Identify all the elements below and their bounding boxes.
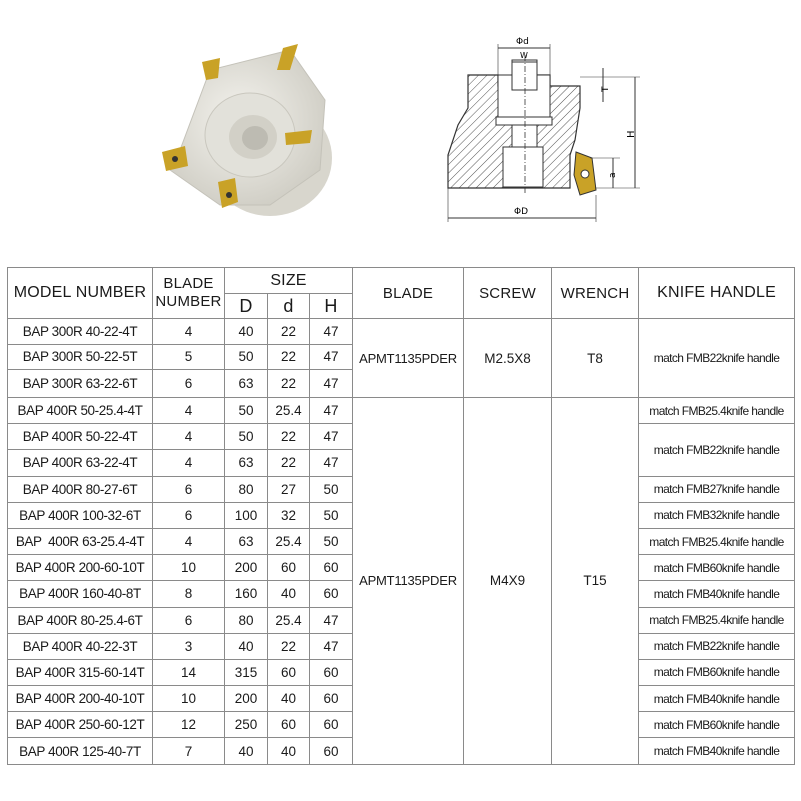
blade-count-cell: 4 [153, 450, 225, 476]
model-cell: BAP 300R 50-22-5T [8, 344, 153, 370]
size-H-cell: 60 [310, 712, 353, 738]
size-H-cell: 50 [310, 502, 353, 528]
size-d-cell: 40 [268, 581, 310, 607]
size-d-cell: 22 [268, 633, 310, 659]
header-blade: BLADE [353, 268, 464, 319]
knife-handle-cell: match FMB40knife handle [639, 686, 795, 712]
model-cell: BAP 400R 40-22-3T [8, 633, 153, 659]
label-D: ΦD [514, 207, 529, 217]
size-H-cell: 47 [310, 370, 353, 398]
model-cell: BAP 400R 315-60-14T [8, 659, 153, 685]
size-D-cell: 200 [225, 555, 268, 581]
model-cell: BAP 400R 100-32-6T [8, 502, 153, 528]
knife-handle-cell: match FMB22knife handle [639, 424, 795, 476]
label-a: a [608, 172, 618, 178]
model-cell: BAP 400R 50-22-4T [8, 424, 153, 450]
header-wrench: WRENCH [552, 268, 639, 319]
size-d-cell: 22 [268, 450, 310, 476]
blade-count-cell: 6 [153, 502, 225, 528]
size-d-cell: 27 [268, 476, 310, 502]
header-blade-number [153, 268, 225, 319]
specification-table [7, 267, 795, 765]
product-photo [140, 30, 360, 250]
size-d-cell: 25.4 [268, 528, 310, 554]
label-d: Φd [516, 37, 529, 47]
knife-handle-cell: match FMB22knife handle [639, 633, 795, 659]
size-D-cell: 200 [225, 686, 268, 712]
wrench-cell: T15 [552, 398, 639, 765]
model-cell: BAP 400R 160-40-8T [8, 581, 153, 607]
size-H-cell: 47 [310, 633, 353, 659]
size-H-cell: 60 [310, 659, 353, 685]
model-cell: BAP 400R 80-25.4-6T [8, 607, 153, 633]
cutter-bore [242, 126, 268, 150]
screw-cell: M4X9 [464, 398, 552, 765]
size-D-cell: 40 [225, 633, 268, 659]
size-H-cell: 47 [310, 344, 353, 370]
blade-count-cell: 4 [153, 319, 225, 345]
model-cell: BAP 300R 40-22-4T [8, 319, 153, 345]
bore-groove [496, 117, 552, 125]
size-H-cell: 47 [310, 424, 353, 450]
model-cell: BAP 400R 200-60-10T [8, 555, 153, 581]
model-cell: BAP 400R 63-22-4T [8, 450, 153, 476]
blade-count-cell: 6 [153, 370, 225, 398]
size-D-cell: 50 [225, 398, 268, 424]
knife-handle-cell: match FMB40knife handle [639, 581, 795, 607]
size-H-cell: 60 [310, 555, 353, 581]
knife-handle-cell: match FMB60knife handle [639, 555, 795, 581]
blade-count-cell: 10 [153, 555, 225, 581]
size-D-cell: 63 [225, 528, 268, 554]
size-H-cell: 50 [310, 528, 353, 554]
header-row [8, 268, 795, 294]
blade-cell: APMT1135PDER [353, 319, 464, 398]
size-d-cell: 60 [268, 712, 310, 738]
size-d-cell: 60 [268, 659, 310, 685]
size-d-cell: 25.4 [268, 398, 310, 424]
cutter-dimension-drawing [430, 30, 660, 230]
size-D-cell: 50 [225, 424, 268, 450]
size-d-cell: 22 [268, 370, 310, 398]
knife-handle-cell: match FMB25.4knife handle [639, 398, 795, 424]
knife-handle-cell: match FMB60knife handle [639, 659, 795, 685]
header-blade-number-line1: BLADE [163, 275, 214, 292]
blade-count-cell: 10 [153, 686, 225, 712]
insert-icon [202, 58, 220, 80]
blade-count-cell: 6 [153, 476, 225, 502]
size-D-cell: 80 [225, 476, 268, 502]
bore-mid [512, 125, 537, 147]
size-H-cell: 60 [310, 581, 353, 607]
size-d-cell: 32 [268, 502, 310, 528]
face-mill-cutter-image [140, 30, 360, 250]
header-model-number: MODEL NUMBER [8, 268, 153, 319]
knife-handle-cell: match FMB32knife handle [639, 502, 795, 528]
blade-count-cell: 7 [153, 738, 225, 764]
model-cell: BAP 400R 50-25.4-4T [8, 398, 153, 424]
blade-count-cell: 4 [153, 528, 225, 554]
model-cell: BAP 300R 63-22-6T [8, 370, 153, 398]
header-size-H: H [310, 294, 353, 319]
blade-count-cell: 4 [153, 398, 225, 424]
blade-count-cell: 12 [153, 712, 225, 738]
knife-handle-cell: match FMB27knife handle [639, 476, 795, 502]
size-D-cell: 40 [225, 738, 268, 764]
knife-handle-cell: match FMB25.4knife handle [639, 607, 795, 633]
knife-handle-cell: match FMB60knife handle [639, 712, 795, 738]
model-cell: BAP 400R 80-27-6T [8, 476, 153, 502]
blade-count-cell: 3 [153, 633, 225, 659]
model-cell: BAP 400R 250-60-12T [8, 712, 153, 738]
size-D-cell: 315 [225, 659, 268, 685]
header-size-d: d [268, 294, 310, 319]
model-cell: BAP 400R 63-25.4-4T [8, 528, 153, 554]
size-H-cell: 60 [310, 738, 353, 764]
size-d-cell: 40 [268, 686, 310, 712]
size-D-cell: 63 [225, 370, 268, 398]
size-D-cell: 250 [225, 712, 268, 738]
table-row [8, 319, 795, 345]
wrench-cell: T8 [552, 319, 639, 398]
size-D-cell: 80 [225, 607, 268, 633]
header-size: SIZE [225, 268, 353, 294]
size-H-cell: 47 [310, 319, 353, 345]
table-row [8, 398, 795, 424]
size-H-cell: 47 [310, 398, 353, 424]
keyway [512, 60, 537, 90]
screw-icon [226, 192, 232, 198]
header-screw: SCREW [464, 268, 552, 319]
size-H-cell: 50 [310, 476, 353, 502]
size-H-cell: 47 [310, 607, 353, 633]
blade-count-cell: 8 [153, 581, 225, 607]
size-d-cell: 22 [268, 319, 310, 345]
blade-count-cell: 4 [153, 424, 225, 450]
header-size-D: D [225, 294, 268, 319]
size-D-cell: 160 [225, 581, 268, 607]
size-D-cell: 40 [225, 319, 268, 345]
screw-cell: M2.5X8 [464, 319, 552, 398]
size-H-cell: 60 [310, 686, 353, 712]
model-cell: BAP 400R 125-40-7T [8, 738, 153, 764]
size-d-cell: 22 [268, 424, 310, 450]
screw-icon [581, 170, 589, 178]
bore-lower [503, 147, 543, 187]
label-w: W [520, 51, 528, 60]
label-h: H [626, 130, 637, 138]
size-d-cell: 60 [268, 555, 310, 581]
blade-count-cell: 14 [153, 659, 225, 685]
size-d-cell: 22 [268, 344, 310, 370]
knife-handle-cell: match FMB22knife handle [639, 319, 795, 398]
size-D-cell: 63 [225, 450, 268, 476]
model-cell: BAP 400R 200-40-10T [8, 686, 153, 712]
blade-count-cell: 5 [153, 344, 225, 370]
size-H-cell: 47 [310, 450, 353, 476]
size-D-cell: 50 [225, 344, 268, 370]
label-t: T [601, 86, 611, 92]
header-blade-number-line2: NUMBER [155, 293, 222, 310]
blade-count-cell: 6 [153, 607, 225, 633]
screw-icon [172, 156, 178, 162]
size-d-cell: 25.4 [268, 607, 310, 633]
header-knife-handle: KNIFE HANDLE [639, 268, 795, 319]
knife-handle-cell: match FMB40knife handle [639, 738, 795, 764]
blade-cell: APMT1135PDER [353, 398, 464, 765]
size-D-cell: 100 [225, 502, 268, 528]
knife-handle-cell: match FMB25.4knife handle [639, 528, 795, 554]
size-d-cell: 40 [268, 738, 310, 764]
cross-section-diagram [430, 30, 660, 230]
